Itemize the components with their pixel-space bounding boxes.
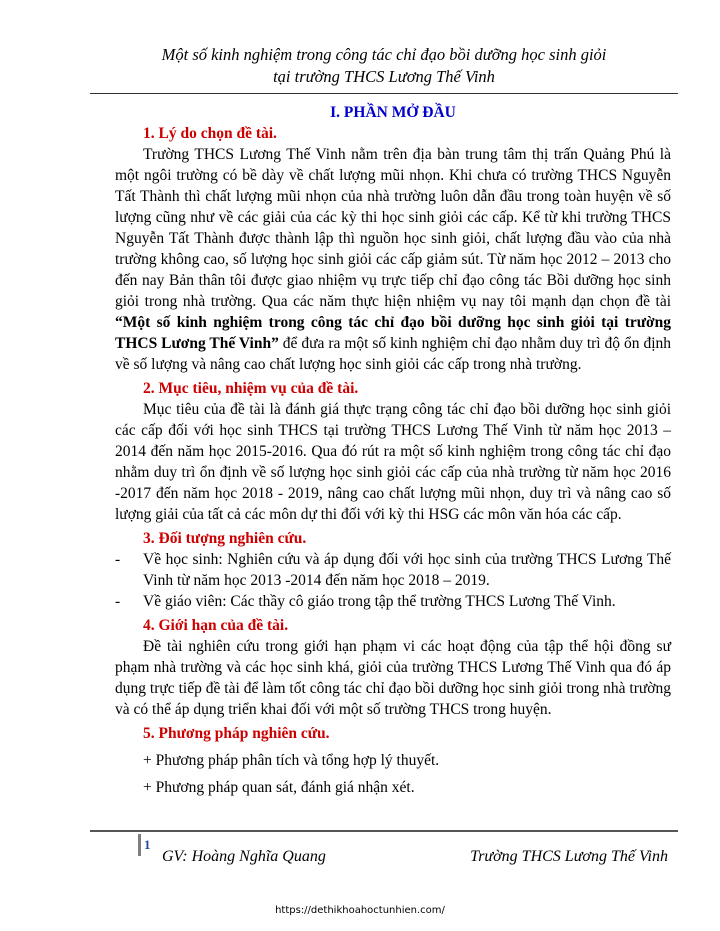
bullet-students — [115, 549, 671, 591]
bullet-teachers-text: Về giáo viên: Các thầy cô giáo trong tập thể trường THCS Lương Thế Vinh. — [143, 593, 616, 610]
paragraph-reason — [115, 144, 671, 375]
heading-reason: 1. Lý do chọn đề tài. — [143, 125, 277, 142]
bullet-dash: - — [115, 551, 121, 568]
heading-objectives: 2. Mục tiêu, nhiệm vụ của đề tài. — [143, 380, 359, 397]
heading-scope: 4. Giới hạn của đề tài. — [143, 617, 289, 634]
footer-divider — [90, 830, 678, 832]
page-number: 1 — [138, 834, 158, 856]
paragraph-reason-end: để đưa ra một số kinh nghiệm chỉ đạo nhằm duy trì độ ổn định về số lượng và nâng cao chất lượng học sinh giỏi các cấp trong nhà trường. — [115, 335, 672, 373]
paragraph-objectives: Mục tiêu của đề tài là đánh giá thực trạng công tác chỉ đạo bồi dưỡng học sinh giỏi các cấp đối với học sinh THCS tại trường THCS Lương Thế Vinh từ năm học 2013 – 2014 đến năm học 2015-2016. Qua đó rút ra một số kinh nghiệm trong công tác chỉ đạo nhằm duy trì ổn định về số lượng học sinh giỏi các cấp của nhà trường từ năm học 2016 -2017 đến năm học 2018 - 2019, nâng cao chất lượng mũi nhọn, duy trì và nâng cao số lượng giải của tất cả các môn dự thi đối với kỳ thi HSG các môn văn hóa các cấp. — [115, 401, 671, 523]
header-line-1: Một số kinh nghiệm trong công tác chỉ đạo bồi dưỡng học sinh giỏi — [161, 45, 607, 64]
header-line-2: tại trường THCS Lương Thế Vinh — [273, 67, 495, 86]
bullet-dash: - — [115, 593, 121, 610]
method-item-1: + Phương pháp phân tích và tổng hợp lý thuyết. — [143, 752, 440, 769]
heading-methods: 5. Phương pháp nghiên cứu. — [143, 725, 330, 742]
source-url: https://dethikhoahoctunhien.com/ — [275, 905, 445, 916]
page-header — [90, 44, 678, 88]
heading-subjects: 3. Đối tượng nghiên cứu. — [143, 530, 307, 547]
paragraph-scope: Đề tài nghiên cứu trong giới hạn phạm vi các hoạt động của tập thể hội đồng sư phạm nhà trường và các học sinh khá, giỏi của trường THCS Lương Thế Vinh qua đó áp dụng trực tiếp đề tài để làm tốt công tác chỉ đạo bồi dưỡng học sinh giỏi trong nhà trường và có thể áp dụng triển khai đối với một số trường THCS trong huyện. — [115, 638, 671, 718]
bullet-students-text: Về học sinh: Nghiên cứu và áp dụng đối với học sinh của trường THCS Lương Thế Vinh từ năm học 2013 -2014 đến năm học 2018 – 2019. — [143, 551, 671, 589]
paragraph-reason-title: “Một số kinh nghiệm trong công tác chỉ đạo bồi dưỡng học sinh giỏi tại trường THCS Lương Thế Vinh” — [115, 314, 671, 352]
footer-author: GV: Hoàng Nghĩa Quang — [162, 848, 326, 865]
paragraph-reason-start: Trường THCS Lương Thế Vinh nằm trên địa bàn trung tâm thị trấn Quảng Phú là một ngôi trường có bề dày về chất lượng mũi nhọn. Khi chưa có trường THCS Nguyễn Tất Thành thì chất lượng mũi nhọn của nhà trường luôn dẫn đầu trong toàn huyện về số lượng cũng như về các giải của các kỳ thi học sinh giỏi các cấp. Kể từ khi trường THCS Nguyễn Tất Thành được thành lập thì nguồn học sinh giỏi, chất lượng đầu vào của nhà trường không cao, số lượng học sinh giỏi các cấp giảm sút. Từ năm học 2012 – 2013 cho đến nay Bản thân tôi được giao nhiệm vụ trực tiếp chỉ đạo công tác Bồi dưỡng học sinh giỏi trong nhà trường. Qua các năm thực hiện nhiệm vụ nay tôi mạnh dạn chọn đề tài — [115, 146, 671, 310]
header-divider — [90, 93, 678, 94]
bullet-teachers — [115, 591, 671, 612]
footer-school: Trường THCS Lương Thế Vinh — [470, 848, 668, 865]
method-item-2: + Phương pháp quan sát, đánh giá nhận xét. — [143, 779, 415, 796]
section-title: I. PHẦN MỞ ĐẦU — [330, 104, 456, 121]
document-body — [115, 102, 671, 798]
